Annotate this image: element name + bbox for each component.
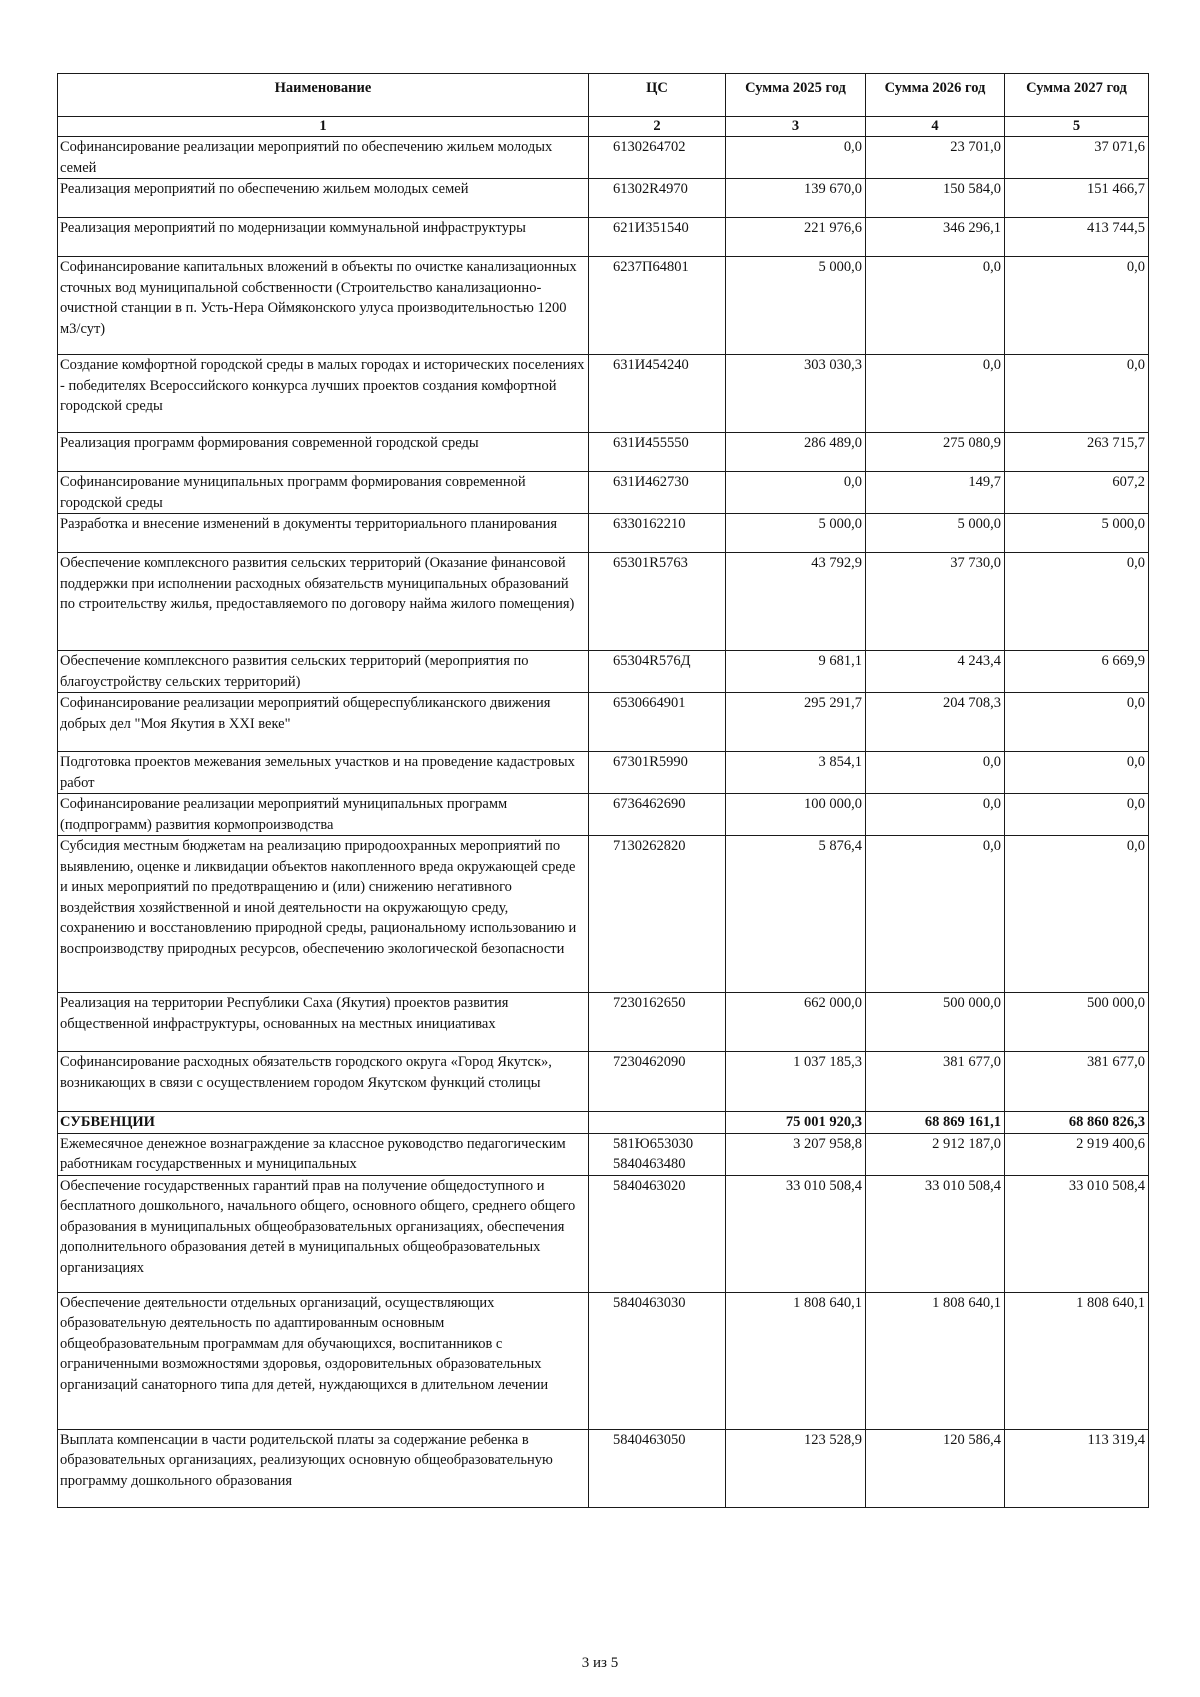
row-name: Реализация программ формирования современной городской среды bbox=[58, 433, 589, 472]
table-row bbox=[58, 218, 1149, 257]
table-row bbox=[58, 179, 1149, 218]
row-sum-2027: 0,0 bbox=[1005, 836, 1149, 993]
row-sum-2026: 37 730,0 bbox=[866, 553, 1005, 651]
row-code: 5840463030 bbox=[589, 1292, 726, 1429]
row-name: Реализация мероприятий по модернизации коммунальной инфраструктуры bbox=[58, 218, 589, 257]
row-code: 6330162210 bbox=[589, 514, 726, 553]
row-sum-2027: 6 669,9 bbox=[1005, 651, 1149, 693]
table-row bbox=[58, 257, 1149, 355]
header-name: Наименование bbox=[58, 74, 589, 117]
row-name: Реализация на территории Республики Саха (Якутия) проектов развития общественной инфраструктуры, основанных на местных инициативах bbox=[58, 993, 589, 1052]
row-name: Софинансирование реализации мероприятий общереспубликанского движения добрых дел "Моя Якутия в XXI веке" bbox=[58, 693, 589, 752]
row-sum-2025: 75 001 920,3 bbox=[726, 1112, 866, 1134]
row-sum-2026: 0,0 bbox=[866, 355, 1005, 433]
row-sum-2026: 500 000,0 bbox=[866, 993, 1005, 1052]
row-code: 6237П64801 bbox=[589, 257, 726, 355]
table-row bbox=[58, 355, 1149, 433]
row-sum-2027: 607,2 bbox=[1005, 472, 1149, 514]
table-row bbox=[58, 693, 1149, 752]
row-sum-2025: 3 854,1 bbox=[726, 752, 866, 794]
row-sum-2027: 263 715,7 bbox=[1005, 433, 1149, 472]
row-sum-2026: 23 701,0 bbox=[866, 137, 1005, 179]
budget-table-sheet bbox=[57, 73, 1148, 1508]
column-number: 2 bbox=[589, 117, 726, 137]
row-sum-2027: 413 744,5 bbox=[1005, 218, 1149, 257]
row-code: 65304R576Д bbox=[589, 651, 726, 693]
table-row bbox=[58, 137, 1149, 179]
row-sum-2025: 303 030,3 bbox=[726, 355, 866, 433]
row-sum-2025: 3 207 958,8 bbox=[726, 1133, 866, 1175]
table-row bbox=[58, 1175, 1149, 1292]
row-name: Софинансирование реализации мероприятий муниципальных программ (подпрограмм) развития кормопроизводства bbox=[58, 794, 589, 836]
row-sum-2025: 221 976,6 bbox=[726, 218, 866, 257]
budget-table bbox=[57, 73, 1149, 1508]
row-sum-2027: 0,0 bbox=[1005, 257, 1149, 355]
row-sum-2025: 5 000,0 bbox=[726, 257, 866, 355]
header-sum-2026: Сумма 2026 год bbox=[866, 74, 1005, 117]
row-sum-2025: 139 670,0 bbox=[726, 179, 866, 218]
row-name: Реализация мероприятий по обеспечению жильем молодых семей bbox=[58, 179, 589, 218]
row-name: Софинансирование расходных обязательств городского округа «Город Якутск», возникающих в связи с осуществлением городом Якутском функций столицы bbox=[58, 1052, 589, 1112]
table-row bbox=[58, 794, 1149, 836]
row-sum-2026: 149,7 bbox=[866, 472, 1005, 514]
row-sum-2026: 0,0 bbox=[866, 836, 1005, 993]
column-number: 3 bbox=[726, 117, 866, 137]
table-row bbox=[58, 1052, 1149, 1112]
row-code: 65301R5763 bbox=[589, 553, 726, 651]
row-sum-2025: 286 489,0 bbox=[726, 433, 866, 472]
row-sum-2025: 9 681,1 bbox=[726, 651, 866, 693]
row-code: 7230462090 bbox=[589, 1052, 726, 1112]
row-sum-2025: 662 000,0 bbox=[726, 993, 866, 1052]
column-number: 5 bbox=[1005, 117, 1149, 137]
row-name: Подготовка проектов межевания земельных участков и на проведение кадастровых работ bbox=[58, 752, 589, 794]
row-sum-2027: 33 010 508,4 bbox=[1005, 1175, 1149, 1292]
row-name: Создание комфортной городской среды в малых городах и исторических поселениях - победителях Всероссийского конкурса лучших проектов создания комфортной городской среды bbox=[58, 355, 589, 433]
row-name: Софинансирование реализации мероприятий по обеспечению жильем молодых семей bbox=[58, 137, 589, 179]
table-row bbox=[58, 433, 1149, 472]
row-sum-2025: 5 876,4 bbox=[726, 836, 866, 993]
row-sum-2025: 0,0 bbox=[726, 137, 866, 179]
row-sum-2026: 1 808 640,1 bbox=[866, 1292, 1005, 1429]
row-code: 6736462690 bbox=[589, 794, 726, 836]
row-name: СУБВЕНЦИИ bbox=[58, 1112, 589, 1134]
row-sum-2027: 68 860 826,3 bbox=[1005, 1112, 1149, 1134]
table-body bbox=[58, 137, 1149, 1508]
table-row bbox=[58, 514, 1149, 553]
row-code: 631И454240 bbox=[589, 355, 726, 433]
row-sum-2025: 123 528,9 bbox=[726, 1429, 866, 1507]
column-number: 4 bbox=[866, 117, 1005, 137]
row-code: 61302R4970 bbox=[589, 179, 726, 218]
row-sum-2027: 113 319,4 bbox=[1005, 1429, 1149, 1507]
row-sum-2026: 346 296,1 bbox=[866, 218, 1005, 257]
row-sum-2026: 0,0 bbox=[866, 752, 1005, 794]
table-row bbox=[58, 472, 1149, 514]
row-sum-2026: 275 080,9 bbox=[866, 433, 1005, 472]
row-code: 6130264702 bbox=[589, 137, 726, 179]
column-number-row bbox=[58, 117, 1149, 137]
row-sum-2027: 0,0 bbox=[1005, 355, 1149, 433]
row-name: Выплата компенсации в части родительской платы за содержание ребенка в образовательных организациях, реализующих основную общеобразовательную программу дошкольного образования bbox=[58, 1429, 589, 1507]
row-code: 631И462730 bbox=[589, 472, 726, 514]
row-sum-2026: 33 010 508,4 bbox=[866, 1175, 1005, 1292]
row-name: Обеспечение комплексного развития сельских территорий (мероприятия по благоустройству сельских территорий) bbox=[58, 651, 589, 693]
row-sum-2025: 5 000,0 bbox=[726, 514, 866, 553]
row-sum-2025: 43 792,9 bbox=[726, 553, 866, 651]
row-sum-2025: 100 000,0 bbox=[726, 794, 866, 836]
header-sum-2025: Сумма 2025 год bbox=[726, 74, 866, 117]
header-sum-2027: Сумма 2027 год bbox=[1005, 74, 1149, 117]
row-sum-2026: 150 584,0 bbox=[866, 179, 1005, 218]
column-number: 1 bbox=[58, 117, 589, 137]
table-row bbox=[58, 752, 1149, 794]
table-row bbox=[58, 1133, 1149, 1175]
header-row bbox=[58, 74, 1149, 117]
table-row bbox=[58, 1292, 1149, 1429]
row-sum-2026: 68 869 161,1 bbox=[866, 1112, 1005, 1134]
row-code: 5840463050 bbox=[589, 1429, 726, 1507]
row-code: 631И455550 bbox=[589, 433, 726, 472]
row-name: Софинансирование муниципальных программ формирования современной городской среды bbox=[58, 472, 589, 514]
row-code: 5840463020 bbox=[589, 1175, 726, 1292]
row-sum-2027: 0,0 bbox=[1005, 553, 1149, 651]
table-row bbox=[58, 1112, 1149, 1134]
row-sum-2027: 2 919 400,6 bbox=[1005, 1133, 1149, 1175]
table-row bbox=[58, 1429, 1149, 1507]
row-sum-2027: 1 808 640,1 bbox=[1005, 1292, 1149, 1429]
row-sum-2026: 5 000,0 bbox=[866, 514, 1005, 553]
row-sum-2027: 37 071,6 bbox=[1005, 137, 1149, 179]
row-sum-2025: 0,0 bbox=[726, 472, 866, 514]
row-sum-2026: 4 243,4 bbox=[866, 651, 1005, 693]
row-sum-2026: 0,0 bbox=[866, 794, 1005, 836]
row-code: 621И351540 bbox=[589, 218, 726, 257]
row-name: Обеспечение комплексного развития сельских территорий (Оказание финансовой поддержки при исполнении расходных обязательств муниципальных образований по строительству жилья, предоставляемого по договору найма жилого помещения) bbox=[58, 553, 589, 651]
row-sum-2025: 33 010 508,4 bbox=[726, 1175, 866, 1292]
row-name: Обеспечение деятельности отдельных организаций, осуществляющих образовательную деятельность по адаптированным основным общеобразовательным программам для обучающихся, воспитанников с ограниченными возможностями здоровья, оздоровительных образовательных организаций санаторного типа для детей, нуждающихся в длительном лечении bbox=[58, 1292, 589, 1429]
row-name: Ежемесячное денежное вознаграждение за классное руководство педагогическим работникам государственных и муниципальных bbox=[58, 1133, 589, 1175]
header-code: ЦС bbox=[589, 74, 726, 117]
row-sum-2026: 381 677,0 bbox=[866, 1052, 1005, 1112]
row-sum-2026: 2 912 187,0 bbox=[866, 1133, 1005, 1175]
row-sum-2026: 0,0 bbox=[866, 257, 1005, 355]
row-sum-2025: 295 291,7 bbox=[726, 693, 866, 752]
row-sum-2025: 1 037 185,3 bbox=[726, 1052, 866, 1112]
row-sum-2027: 500 000,0 bbox=[1005, 993, 1149, 1052]
table-row bbox=[58, 651, 1149, 693]
table-row bbox=[58, 553, 1149, 651]
row-name: Софинансирование капитальных вложений в объекты по очистке канализационных сточных вод муниципальной собственности (Строительство канализационно-очистной станции в п. Усть-Нера Оймяконского улуса производительностью 1200 м3/сут) bbox=[58, 257, 589, 355]
row-name: Разработка и внесение изменений в документы территориального планирования bbox=[58, 514, 589, 553]
row-sum-2027: 381 677,0 bbox=[1005, 1052, 1149, 1112]
row-sum-2027: 0,0 bbox=[1005, 794, 1149, 836]
row-code: 7230162650 bbox=[589, 993, 726, 1052]
row-code: 581Ю653030 5840463480 bbox=[589, 1133, 726, 1175]
row-code bbox=[589, 1112, 726, 1134]
row-sum-2025: 1 808 640,1 bbox=[726, 1292, 866, 1429]
row-code: 7130262820 bbox=[589, 836, 726, 993]
table-row bbox=[58, 836, 1149, 993]
row-sum-2027: 151 466,7 bbox=[1005, 179, 1149, 218]
page-number: 3 из 5 bbox=[581, 1655, 619, 1671]
row-code: 6530664901 bbox=[589, 693, 726, 752]
row-code: 67301R5990 bbox=[589, 752, 726, 794]
row-sum-2027: 0,0 bbox=[1005, 693, 1149, 752]
row-sum-2027: 0,0 bbox=[1005, 752, 1149, 794]
row-sum-2027: 5 000,0 bbox=[1005, 514, 1149, 553]
row-sum-2026: 120 586,4 bbox=[866, 1429, 1005, 1507]
row-sum-2026: 204 708,3 bbox=[866, 693, 1005, 752]
row-name: Обеспечение государственных гарантий прав на получение общедоступного и бесплатного дошкольного, начального общего, основного общего, среднего общего образования в муниципальных общеобразовательных организациях, обеспечения дополнительного образования детей в муниципальных общеобразовательных организациях bbox=[58, 1175, 589, 1292]
table-row bbox=[58, 993, 1149, 1052]
row-name: Субсидия местным бюджетам на реализацию природоохранных мероприятий по выявлению, оценке и ликвидации объектов накопленного вреда окружающей среде и иных мероприятий по предотвращению и (или) снижению негативного воздействия хозяйственной и иной деятельности на окружающую среду, сохранению и восстановлению природной среды, рациональному использованию и воспроизводству природных ресурсов, обеспечению экологической безопасности bbox=[58, 836, 589, 993]
